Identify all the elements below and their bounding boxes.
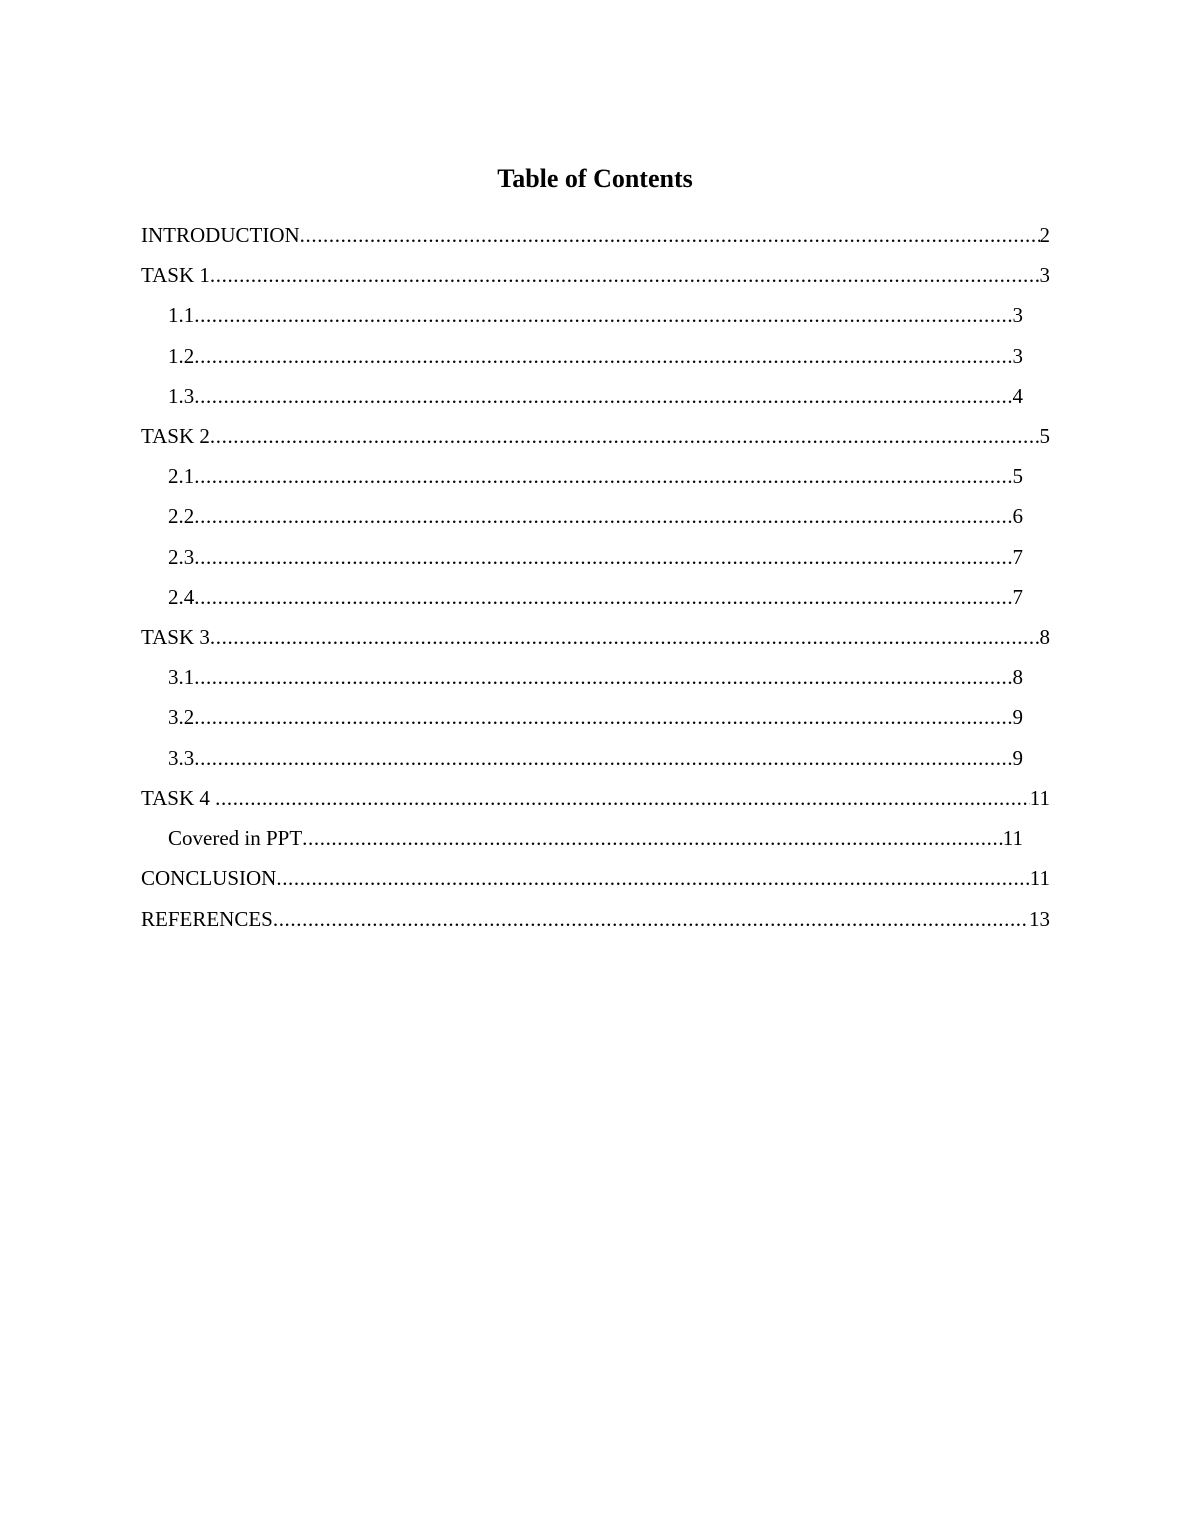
toc-entry-label: TASK 1 (141, 263, 210, 287)
toc-dot-leader (194, 340, 1012, 372)
toc-page-number: 4 (1012, 384, 1023, 408)
toc-entry-label: TASK 2 (141, 424, 210, 448)
toc-page-number: 11 (1002, 826, 1023, 850)
toc-dot-leader (194, 742, 1012, 774)
toc-page-number: 5 (1039, 424, 1050, 448)
toc-entry-label: 1.2 (168, 344, 195, 368)
toc-page-number: 11 (1029, 866, 1050, 890)
toc-page-number: 8 (1012, 665, 1023, 689)
toc-dot-leader (194, 460, 1012, 492)
toc-entry-label: 2.3 (168, 545, 195, 569)
toc-entry-task-3[interactable] (141, 621, 1050, 653)
toc-entry-task-1[interactable] (141, 259, 1050, 291)
toc-entry-2-2[interactable] (168, 500, 1023, 532)
toc-dot-leader (210, 259, 1040, 291)
toc-entry-label: TASK 3 (141, 625, 210, 649)
toc-page-number: 3 (1012, 303, 1023, 327)
toc-entry-label: REFERENCES (141, 907, 273, 931)
toc-page-number: 13 (1029, 907, 1050, 931)
toc-page-number: 5 (1012, 464, 1023, 488)
toc-entry-2-4[interactable] (168, 581, 1023, 613)
toc-entry-label: 1.1 (168, 303, 195, 327)
toc-entry-label: 3.2 (168, 705, 195, 729)
toc-entry-2-3[interactable] (168, 541, 1023, 573)
toc-entry-3-2[interactable] (168, 701, 1023, 733)
toc-entry-label: 3.1 (168, 665, 195, 689)
toc-dot-leader (210, 420, 1040, 452)
toc-entry-task-4[interactable] (141, 782, 1050, 814)
toc-entry-label: 2.1 (168, 464, 195, 488)
toc-dot-leader (194, 380, 1012, 412)
toc-page-number: 3 (1039, 263, 1050, 287)
toc-entry-task-2[interactable] (141, 420, 1050, 452)
toc-page-number: 6 (1012, 504, 1023, 528)
toc-dot-leader (194, 661, 1012, 693)
toc-entry-label: 1.3 (168, 384, 195, 408)
toc-page-number: 2 (1039, 223, 1050, 247)
toc-entry-label: 2.4 (168, 585, 195, 609)
toc-dot-leader (194, 299, 1012, 331)
toc-dot-leader (194, 500, 1012, 532)
toc-entry-3-3[interactable] (168, 742, 1023, 774)
toc-entry-2-1[interactable] (168, 460, 1023, 492)
toc-dot-leader (300, 219, 1040, 251)
toc-dot-leader (273, 903, 1029, 935)
toc-entry-3-1[interactable] (168, 661, 1023, 693)
toc-entry-label: TASK 4 (141, 786, 216, 810)
toc-dot-leader (194, 701, 1012, 733)
toc-entry-label: Covered in PPT (168, 826, 303, 850)
toc-page-number: 7 (1012, 545, 1023, 569)
toc-entry-1-3[interactable] (168, 380, 1023, 412)
toc-entry-conclusion[interactable] (141, 862, 1050, 894)
toc-page-number: 9 (1012, 746, 1023, 770)
toc-page-number: 8 (1039, 625, 1050, 649)
toc-dot-leader (215, 782, 1030, 814)
toc-entry-introduction[interactable] (141, 219, 1050, 251)
toc-entry-label: 2.2 (168, 504, 195, 528)
toc-page-number: 7 (1012, 585, 1023, 609)
toc-dot-leader (302, 822, 1003, 854)
toc-title: Table of Contents (497, 164, 693, 193)
toc-page-number: 9 (1012, 705, 1023, 729)
toc-dot-leader (194, 581, 1012, 613)
toc-entry-covered-in-ppt[interactable] (168, 822, 1023, 854)
toc-entry-references[interactable] (141, 903, 1050, 935)
toc-dot-leader (194, 541, 1012, 573)
toc-page-number: 3 (1012, 344, 1023, 368)
toc-page-number: 11 (1029, 786, 1050, 810)
toc-dot-leader (276, 862, 1029, 894)
toc-entry-label: INTRODUCTION (141, 223, 300, 247)
toc-entry-1-2[interactable] (168, 340, 1023, 372)
toc-entry-label: CONCLUSION (141, 866, 277, 890)
toc-entry-1-1[interactable] (168, 299, 1023, 331)
toc-entry-label: 3.3 (168, 746, 195, 770)
toc-dot-leader (210, 621, 1040, 653)
